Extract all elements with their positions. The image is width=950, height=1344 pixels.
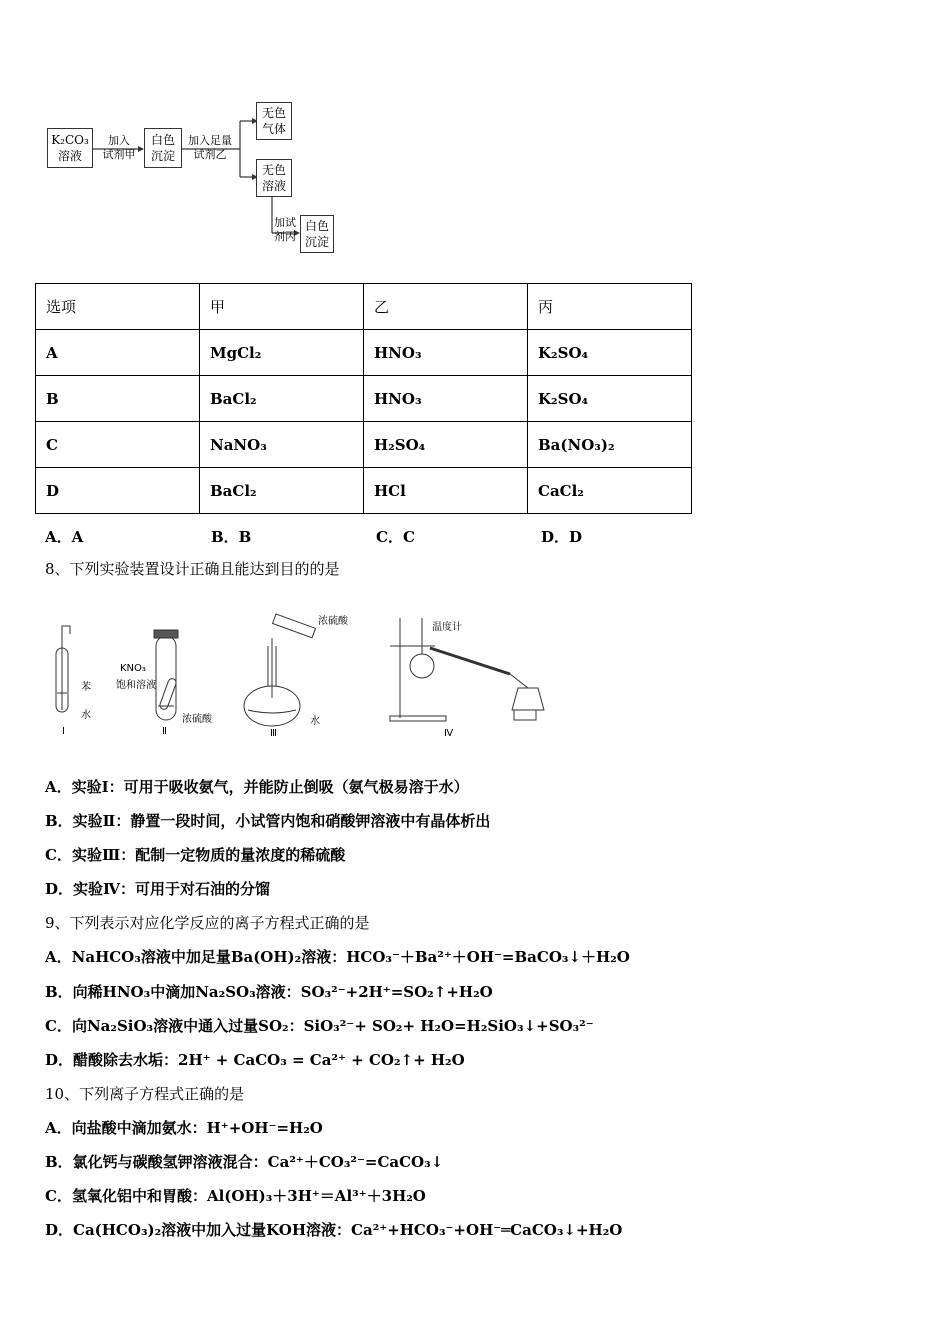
caption-kno3: KNO₃	[120, 663, 146, 674]
apparatus-figure	[40, 598, 560, 743]
flow-gas-box	[256, 102, 292, 140]
q9-stem: 9、下列表示对应化学反应的离子方程式正确的是	[45, 914, 370, 932]
q10-choice-b: B．氯化钙与碳酸氢钾溶液混合：Ca²⁺＋CO₃²⁻=CaCO₃↓	[45, 1153, 444, 1171]
flow-precip1-line1: 白色	[150, 133, 175, 147]
arrow2-line2: 试剂乙	[193, 148, 227, 161]
table-cell: HCl	[364, 468, 528, 514]
q9-choice-a: A．NaHCO₃溶液中加足量Ba(OH)₂溶液：HCO₃⁻＋Ba²⁺＋OH⁻=BaCO₃↓＋H₂O	[45, 948, 630, 966]
flow-precip2-box	[300, 215, 334, 253]
table-cell: H₂SO₄	[364, 422, 528, 468]
q8-stem: 8、下列实验装置设计正确且能达到目的的是	[45, 560, 340, 578]
flow-arrow3-label	[270, 216, 300, 244]
flow-precip2-line1: 白色	[304, 219, 329, 233]
table-cell: CaCl₂	[528, 468, 692, 514]
apparatus-ii-small-tube	[159, 678, 177, 711]
caption-water-1: 水	[81, 710, 91, 721]
flow-gas-line1: 无色	[261, 106, 286, 120]
q8-choice-d: D．实验Ⅳ：可用于对石油的分馏	[45, 880, 271, 898]
apparatus-iii-cylinder	[273, 614, 316, 638]
table-cell: MgCl₂	[200, 330, 364, 376]
table-cell: K₂SO₄	[528, 330, 692, 376]
apparatus-iv-flask	[410, 654, 434, 678]
arrow3-line2: 剂丙	[274, 230, 296, 243]
flow-precip2-line2: 沉淀	[304, 235, 329, 249]
caption-benzene: 苯	[81, 682, 91, 693]
table-cell: BaCl₂	[200, 376, 364, 422]
table-header-cell: 乙	[364, 284, 528, 330]
arrow3-line1: 加试	[274, 216, 296, 229]
table-row	[36, 468, 692, 514]
q9-choice-b: B．向稀HNO₃中滴加Na₂SO₃溶液：SO₃²⁻+2H⁺=SO₂↑+H₂O	[45, 983, 493, 1001]
table-cell: HNO₃	[364, 376, 528, 422]
q7-choice-b: B．B	[211, 528, 252, 546]
flow-solution-line2: 溶液	[261, 179, 286, 193]
flow-solution-line1: 无色	[261, 163, 286, 177]
label-iv: Ⅳ	[444, 728, 454, 739]
table-cell: B	[36, 376, 200, 422]
caption-water-2: 水	[310, 716, 320, 727]
table-cell: NaNO₃	[200, 422, 364, 468]
table-row	[36, 376, 692, 422]
q10-choice-d: D．Ca(HCO₃)₂溶液中加入过量KOH溶液：Ca²⁺+HCO₃⁻+OH⁻═CaCO₃↓+H₂O	[45, 1221, 623, 1239]
table-cell: K₂SO₄	[528, 376, 692, 422]
table-cell: HNO₃	[364, 330, 528, 376]
arrow1-line1: 加入	[108, 134, 130, 147]
q10-choice-c: C．氢氧化铝中和胃酸：Al(OH)₃＋3H⁺＝Al³⁺＋3H₂O	[45, 1187, 426, 1205]
q8-choice-b: B．实验Ⅱ：静置一段时间，小试管内饱和硝酸钾溶液中有晶体析出	[45, 812, 491, 830]
label-i: Ⅰ	[62, 726, 65, 737]
options-table	[35, 283, 692, 514]
label-ii: Ⅱ	[162, 726, 167, 737]
q7-choice-c: C．C	[376, 528, 415, 546]
table-cell: C	[36, 422, 200, 468]
table-row	[36, 330, 692, 376]
flow-start-line1: K₂CO₃	[51, 133, 89, 147]
flow-precip1-box	[144, 128, 182, 168]
arrow1-line2: 试剂甲	[102, 148, 136, 161]
table-cell: D	[36, 468, 200, 514]
table-cell: BaCl₂	[200, 468, 364, 514]
table-cell: Ba(NO₃)₂	[528, 422, 692, 468]
q9-choice-d: D．醋酸除去水垢：2H⁺ + CaCO₃ = Ca²⁺ + CO₂↑+ H₂O	[45, 1051, 465, 1069]
flow-solution-box	[256, 159, 292, 197]
q8-choice-a: A．实验Ⅰ：可用于吸收氨气，并能防止倒吸（氨气极易溶于水）	[45, 778, 469, 796]
q8-choice-c: C．实验Ⅲ：配制一定物质的量浓度的稀硫酸	[45, 846, 346, 864]
q9-choice-c: C．向Na₂SiO₃溶液中通入过量SO₂：SiO₃²⁻+ SO₂+ H₂O=H₂SiO₃↓+SO₃²⁻	[45, 1017, 594, 1035]
flow-start-line2: 溶液	[57, 149, 82, 163]
label-iii: Ⅲ	[270, 728, 277, 739]
apparatus-ii-stopper	[154, 630, 178, 638]
q10-choice-a: A．向盐酸中滴加氨水：H⁺+OH⁻=H₂O	[45, 1119, 323, 1137]
apparatus-ii-tube	[156, 636, 176, 720]
table-cell: A	[36, 330, 200, 376]
q10-stem: 10、下列离子方程式正确的是	[45, 1085, 245, 1103]
table-header-cell: 丙	[528, 284, 692, 330]
apparatus-iv-receiver	[512, 688, 544, 710]
table-header-cell: 选项	[36, 284, 200, 330]
table-header-row	[36, 284, 692, 330]
flow-arrow1-label	[96, 134, 142, 162]
q7-choice-d: D．D	[541, 528, 583, 546]
table-row	[36, 422, 692, 468]
flow-precip1-line2: 沉淀	[150, 149, 175, 163]
caption-thermometer: 温度计	[432, 622, 462, 633]
apparatus-iv-base	[390, 716, 446, 721]
caption-h2so4-iii: 浓硫酸	[318, 616, 348, 627]
flow-gas-line2: 气体	[261, 122, 286, 136]
arrow2-line1: 加入足量	[188, 134, 232, 147]
table-header-cell: 甲	[200, 284, 364, 330]
caption-h2so4-ii: 浓硫酸	[182, 714, 212, 725]
caption-saturated: 饱和溶液	[116, 680, 156, 691]
flow-arrow2-label	[182, 134, 238, 162]
q7-choice-a: A．A	[45, 528, 84, 546]
apparatus-i-pipe	[62, 626, 70, 710]
flow-start-box	[47, 128, 93, 168]
